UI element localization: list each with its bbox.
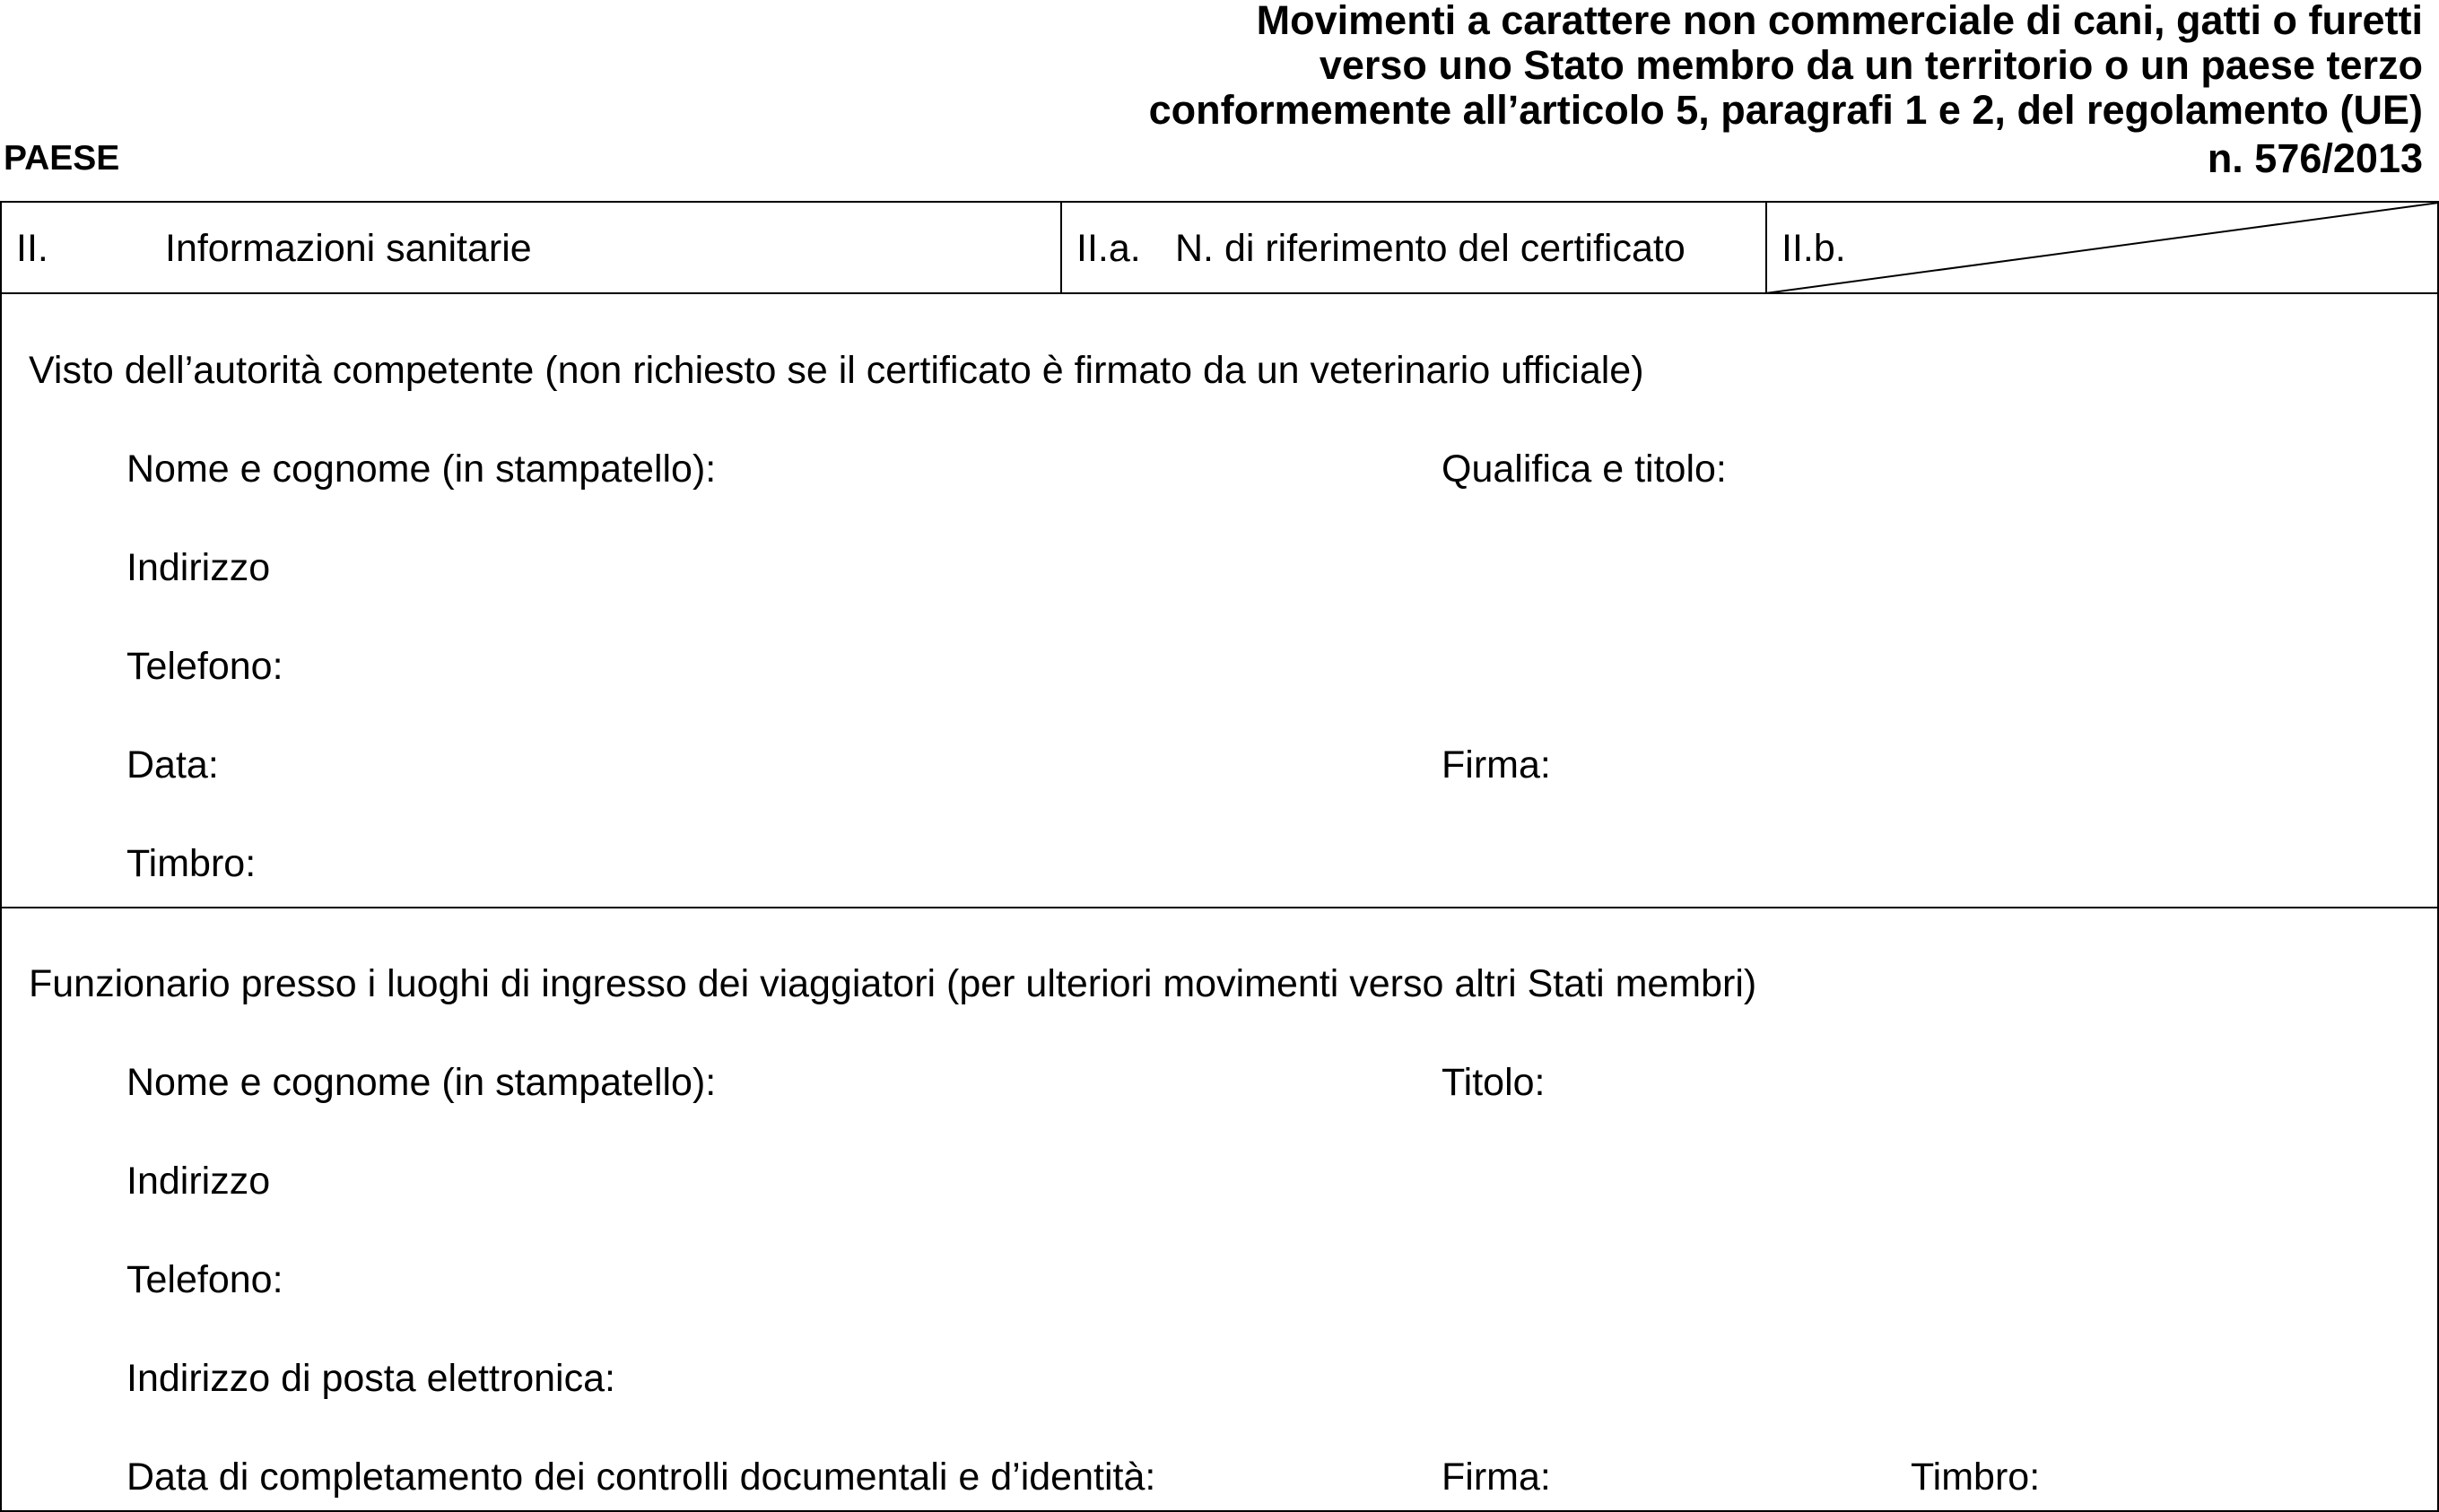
officer-email-label: Indirizzo di posta elettronica:: [126, 1357, 615, 1400]
officer-name-label: Nome e cognome (in stampatello):: [126, 1061, 717, 1104]
officer-title-label: Titolo:: [1442, 1061, 1546, 1104]
authority-date-label: Data:: [126, 743, 219, 786]
iib-code: II.b.: [1781, 227, 1846, 270]
authority-address-label: Indirizzo: [126, 546, 271, 589]
officer-phone-label: Telefono:: [126, 1258, 283, 1301]
section-number: II.: [16, 227, 48, 270]
authority-qualification-label: Qualifica e titolo:: [1442, 448, 1727, 491]
certificate-table: [0, 201, 2439, 1512]
section-title: Informazioni sanitarie: [165, 227, 532, 270]
authority-signature-label: Firma:: [1442, 743, 1551, 786]
officer-address-label: Indirizzo: [126, 1160, 271, 1203]
title-line-1: Movimenti a carattere non commerciale di cani, gatti o furetti: [1256, 0, 2423, 43]
officer-completion-date-label: Data di completamento dei controlli documentali e d’identità:: [126, 1456, 1156, 1499]
ref-number-label: N. di riferimento del certificato: [1175, 227, 1686, 270]
officer-signature-label: Firma:: [1442, 1456, 1551, 1499]
officer-heading: Funzionario presso i luoghi di ingresso dei viaggiatori (per ulteriori movimenti verso altri Stati membri): [29, 962, 1757, 1005]
header-divider-1: [1060, 201, 1062, 293]
title-line-4: n. 576/2013: [2207, 135, 2423, 181]
title-line-3: conformemente all’articolo 5, paragrafi 1 e 2, del regolamento (UE): [1148, 87, 2423, 133]
ref-number-code: II.a.: [1076, 227, 1141, 270]
section-divider: [0, 907, 2439, 908]
country-label: PAESE: [4, 139, 120, 178]
authority-heading: Visto dell’autorità competente (non richiesto se il certificato è firmato da un veterinario ufficiale): [29, 349, 1644, 392]
title-line-2: verso uno Stato membro da un territorio o un paese terzo: [1319, 42, 2423, 88]
officer-stamp-label: Timbro:: [1911, 1456, 2041, 1499]
authority-name-label: Nome e cognome (in stampatello):: [126, 448, 717, 491]
authority-phone-label: Telefono:: [126, 645, 283, 688]
iib-diagonal-line: [1765, 201, 2439, 293]
authority-stamp-label: Timbro:: [126, 842, 257, 885]
